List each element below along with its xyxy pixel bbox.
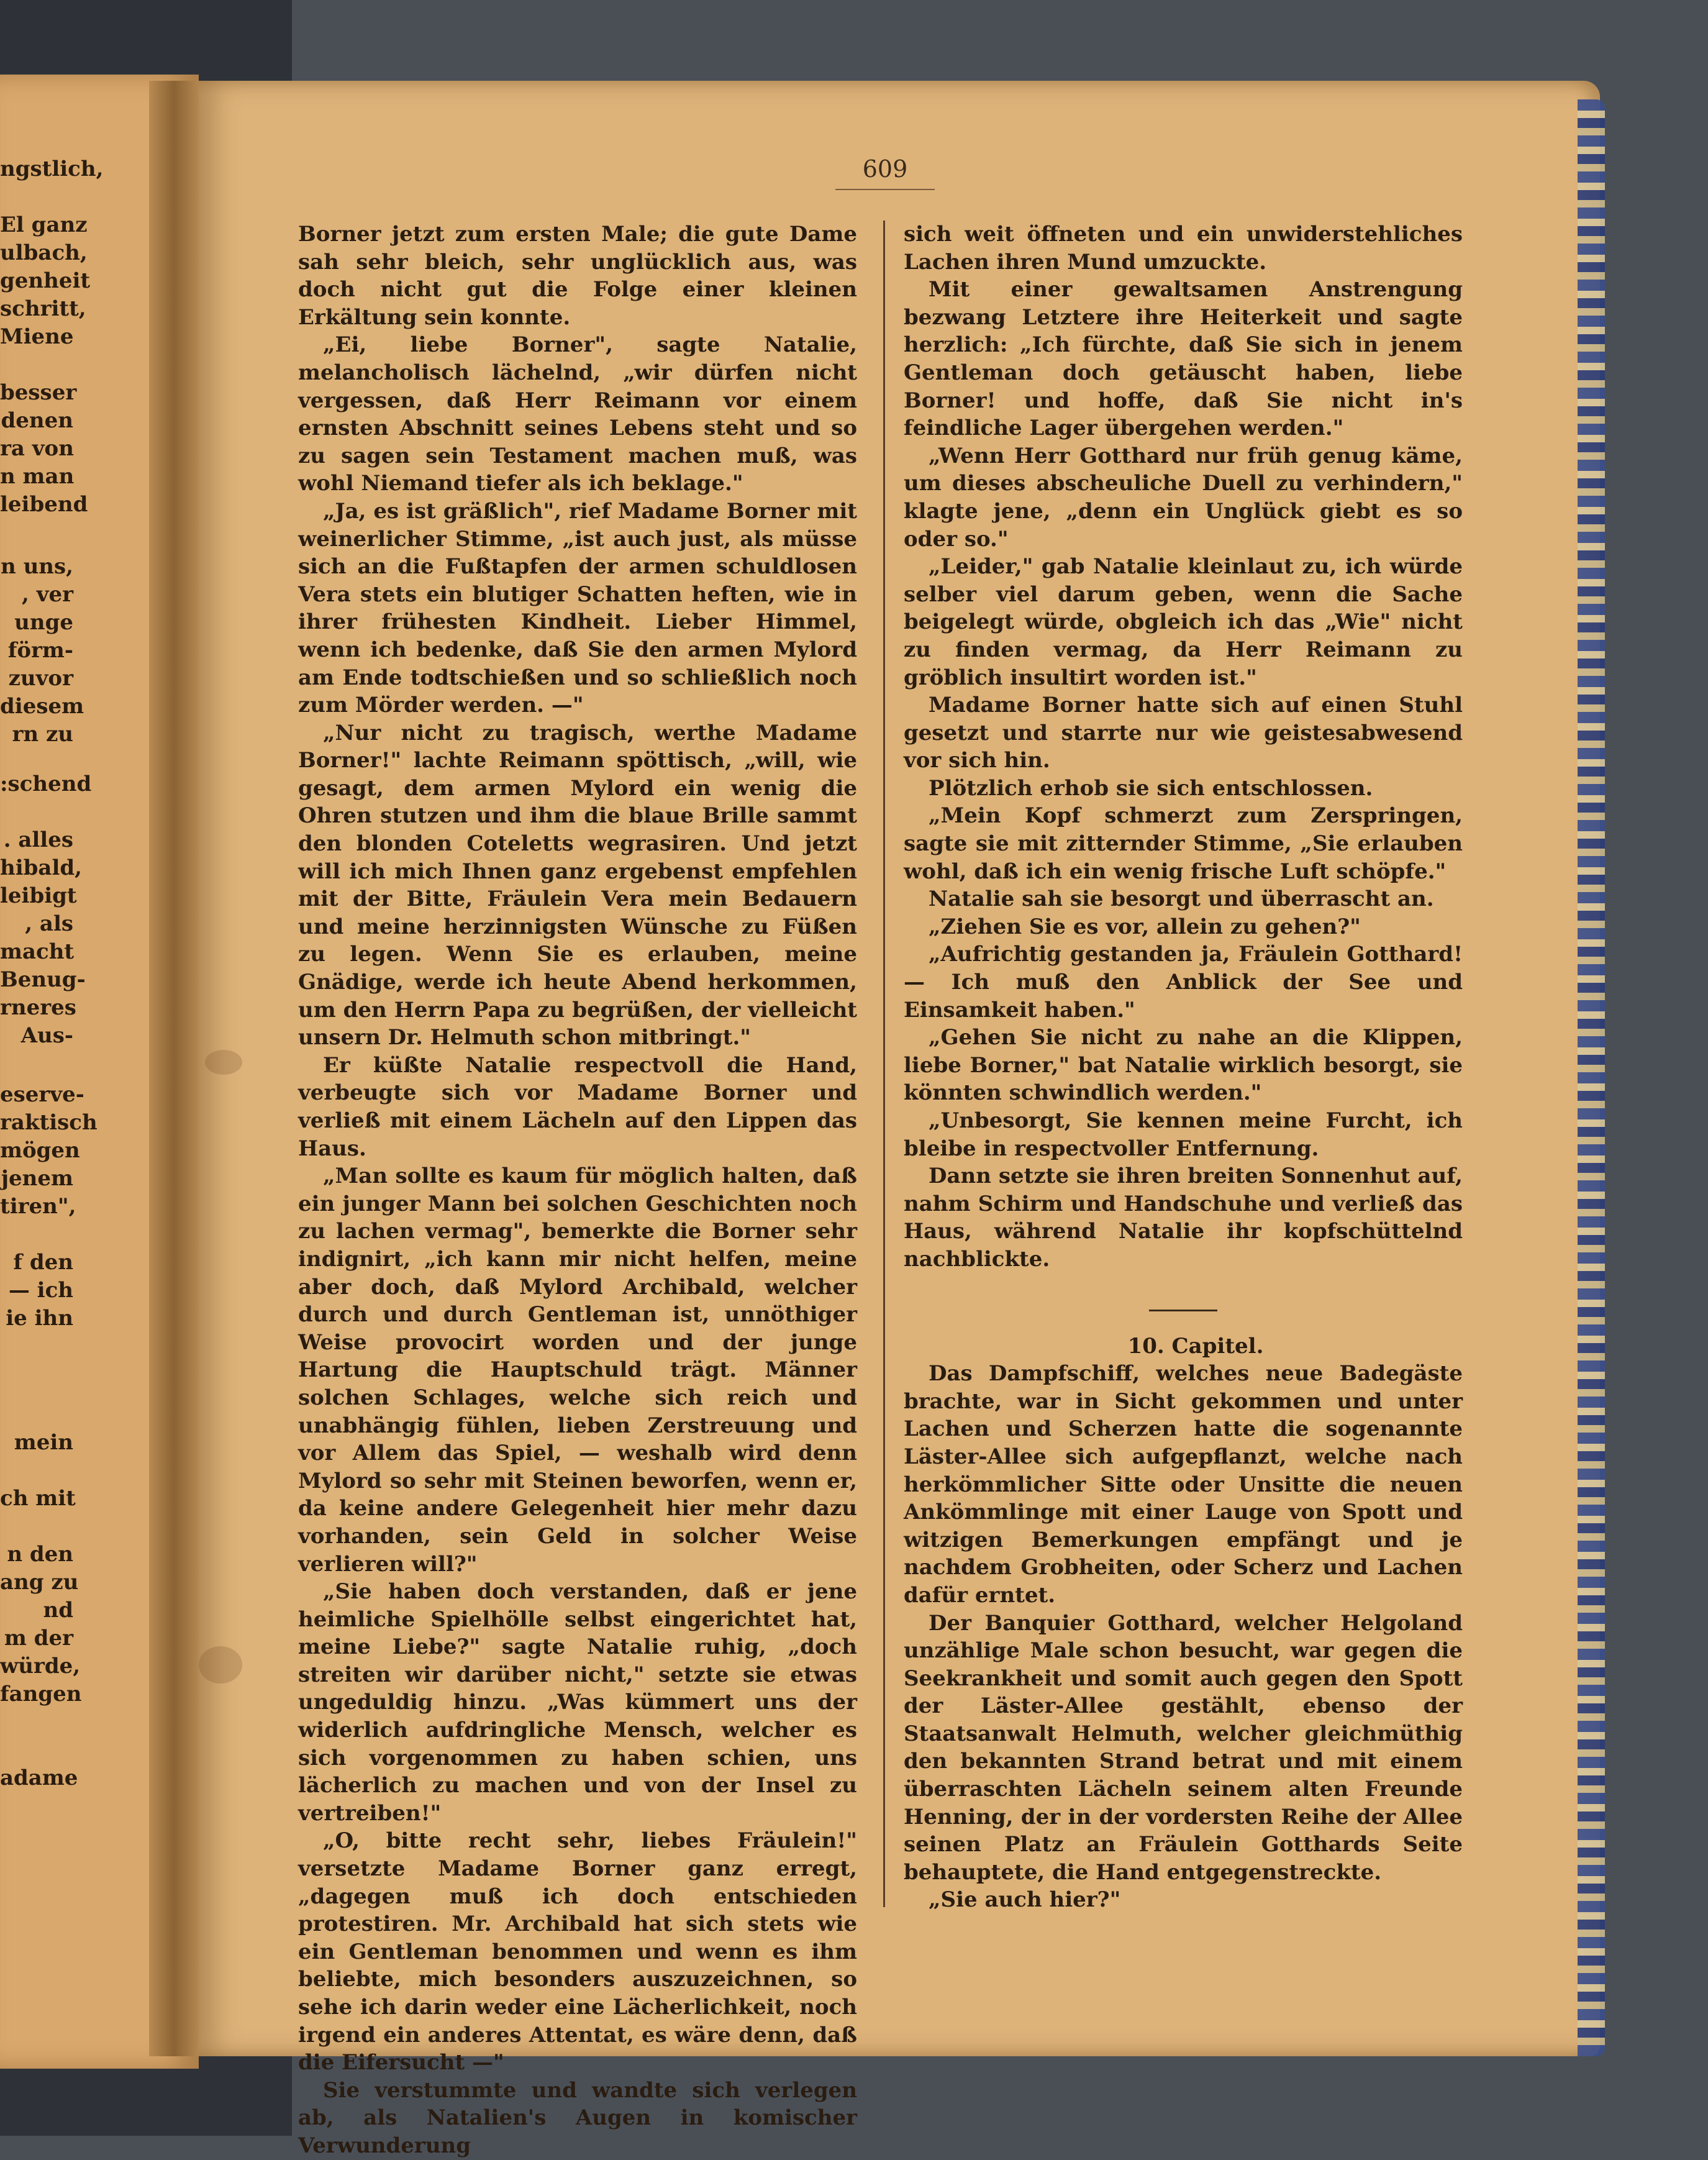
- paragraph: Madame Borner hatte sich auf einen Stuhl gesetzt und starrte nur wie geistesabwesend vor sich hin.: [904, 693, 1463, 773]
- left-page-fragment: eserve-: [0, 1082, 84, 1107]
- left-page-fragment: diesem: [0, 694, 84, 719]
- left-page-fragment: jenem: [1, 1166, 73, 1191]
- left-page-fragment: mein: [14, 1430, 73, 1455]
- left-page-fragment: n man: [0, 464, 75, 489]
- paragraph: Das Dampfschiff, welches neue Badegäste brachte, war in Sicht gekommen und unter Lachen und Scherzen hatte die sogenannte Läster-Allee sich aufgepflanzt, welche nach herkömmlicher Sitte oder Unsitte die neuen Ankömmlinge mit einer Lauge von Spott und witzigen Bemerkungen empfängt und je nachdem Grobheiten, oder Scherz und Lachen dafür erntet.: [904, 1361, 1463, 1608]
- left-page-fragment: besser: [0, 380, 77, 405]
- left-page-fragment: — ich: [8, 1278, 73, 1303]
- left-page-fragment: würde,: [0, 1654, 81, 1679]
- left-page-fragment: ulbach,: [0, 240, 88, 265]
- left-text-column: [298, 221, 857, 2160]
- paragraph: „Nur nicht zu tragisch, werthe Madame Borner!" lachte Reimann spöttisch, „will, wie gesagt, dem armen Mylord ein wenig die Ohren stutzen und ihm die blaue Brille sammt den blonden Coteletts wegrasiren. Und jetzt will ich mich Ihnen ganz ergebenst empfehlen mit der Bitte, Fräulein Vera mein Bedauern und meine herzinnigsten Wünsche zu Füßen zu legen. Wenn Sie es erlauben, meine Gnädige, werde ich heute Abend herkommen, um den Herrn Papa zu begrüßen, der vielleicht unsern Dr. Helmuth schon mitbringt.": [298, 720, 857, 1050]
- left-page-fragment: n den: [7, 1542, 73, 1567]
- right-text-column: [904, 221, 1463, 1914]
- paragraph: „Ziehen Sie es vor, allein zu gehen?": [929, 914, 1361, 939]
- left-page-fragment: fangen: [0, 1682, 82, 1707]
- left-page-fragment: , als: [25, 911, 73, 936]
- column-divider: [883, 221, 885, 1907]
- left-page-fragment: nd: [43, 1598, 73, 1623]
- paragraph: Er küßte Natalie respectvoll die Hand, verbeugte sich vor Madame Borner und verließ mit einem Lächeln auf den Lippen das Haus.: [298, 1052, 857, 1161]
- left-page-fragment: hibald,: [0, 855, 82, 880]
- left-page-fragment: zuvor: [8, 666, 73, 691]
- paragraph: Sie verstummte und wandte sich verlegen ab, als Natalien's Augen in komischer Verwunderung: [298, 2077, 857, 2158]
- left-page-fragment: f den: [13, 1250, 73, 1275]
- paragraph: „Ja, es ist gräßlich", rief Madame Borner mit weinerlicher Stimme, „ist auch just, als müsse sich an die Fußtapfen der armen schuldlosen Vera stets ein blutiger Schatten heften, wie in ihrer frühesten Kindheit. Lieber Himmel, wenn ich bedenke, daß Sie den armen Mylord am Ende todtschießen und so schließlich noch zum Mörder werden. —": [298, 498, 857, 718]
- paragraph: Der Banquier Gotthard, welcher Helgoland unzählige Male schon besucht, war gegen die Seekrankheit und somit auch gegen den Spott der Läster-Allee gestählt, ebenso der Staatsanwalt Helmuth, welcher gleichmüthig den bekannten Strand betrat und mit einem überraschten Lächeln seinem alten Freunde Henning, der in der vordersten Reihe der Allee seinen Platz an Fräulein Gotthards Seite behauptete, die Hand entgegenstreckte.: [904, 1610, 1463, 1885]
- left-page-fragment: schritt,: [0, 296, 86, 321]
- left-page-fragment: m der: [4, 1626, 73, 1651]
- paragraph: „Ei, liebe Borner", sagte Natalie, melancholisch lächelnd, „wir dürfen nicht vergessen, daß Herr Reimann vor einem ernsten Abschnitt seines Lebens steht und so zu sagen sein Testament machen muß, was wohl Niemand tiefer als ich beklage.": [298, 332, 857, 496]
- left-page-fragment: ra von: [0, 436, 74, 461]
- paragraph: Mit einer gewaltsamen Anstrengung bezwang Letztere ihre Heiterkeit und sagte herzlich: „Ich fürchte, daß Sie sich in jenem Gentleman doch getäuscht haben, liebe Borner! und hoffe, daß Sie nicht in's feindliche Lager übergehen werden.": [904, 277, 1463, 441]
- left-page-fragment: :schend: [0, 772, 92, 796]
- left-page-fragment: rneres: [0, 995, 76, 1020]
- paragraph: „Leider," gab Natalie kleinlaut zu, ich würde selber viel darum geben, wenn die Sache beigelegt würde, obgleich ich das „Wie" nicht zu finden vermag, da Herr Reimann zu gröblich insultirt worden ist.": [904, 554, 1463, 690]
- page-edge: [1578, 99, 1605, 2056]
- paragraph: Borner jetzt zum ersten Male; die gute Dame sah sehr bleich, sehr unglücklich aus, was doch nicht gut die Folge einer kleinen Erkältung sein konnte.: [298, 222, 857, 330]
- paragraph: „Sie haben doch verstanden, daß er jene heimliche Spielhölle selbst eingerichtet hat, meine Liebe?" sagte Natalie ruhig, „doch streiten wir darüber nicht," setzte sie etwas ungeduldig hinzu. „Was kümmert uns der widerlich aufdringliche Mensch, welcher es sich vorgenommen zu haben schien, uns lächerlich zu machen und von der Insel zu vertreiben!": [298, 1579, 857, 1826]
- left-page-fragment: leibend: [0, 492, 88, 517]
- paragraph: „Mein Kopf schmerzt zum Zerspringen, sagte sie mit zitternder Stimme, „Sie erlauben wohl, daß ich ein wenig frische Luft schöpfe.": [904, 803, 1463, 884]
- left-page-fragment: macht: [0, 939, 75, 964]
- left-page-fragment: ch mit: [0, 1486, 76, 1511]
- paragraph: Dann setzte sie ihren breiten Sonnenhut auf, nahm Schirm und Handschuhe und verließ das Haus, während Natalie ihr kopfschüttelnd nachblickte.: [904, 1164, 1463, 1272]
- left-page-fragment: El ganz: [0, 212, 88, 237]
- left-page-fragment: adame: [0, 1766, 78, 1790]
- left-page-fragment: Aus-: [20, 1023, 73, 1048]
- left-page-fragment: rn zu: [12, 722, 73, 747]
- left-page-fragment: leibigt: [0, 883, 77, 908]
- header-rule: [835, 189, 935, 190]
- chapter-title: 10. Capitel.: [1127, 1333, 1264, 1359]
- left-page-fragment: tiren",: [0, 1194, 76, 1219]
- paragraph: „Unbesorgt, Sie kennen meine Furcht, ich bleibe in respectvoller Entfernung.: [904, 1108, 1463, 1161]
- left-page-fragment: förm-: [7, 638, 73, 663]
- section-rule: [1149, 1310, 1217, 1311]
- paper-stain: [205, 1050, 242, 1075]
- left-page-fragment: , ver: [22, 582, 73, 607]
- left-page-fragment: genheit: [0, 268, 91, 293]
- paragraph: „Sie auch hier?": [929, 1887, 1121, 1913]
- paragraph: Natalie sah sie besorgt und überrascht an.: [929, 886, 1434, 912]
- page-number: 609: [862, 155, 908, 183]
- left-page-fragment: ngstlich,: [0, 157, 104, 181]
- left-page-fragment: ie ihn: [6, 1306, 73, 1331]
- paragraph: „Man sollte es kaum für möglich halten, daß ein junger Mann bei solchen Geschichten noch zu lachen vermag", bemerkte die Borner sehr indignirt, „ich kann mir nicht helfen, meine aber doch, daß Mylord Archibald, welcher durch und durch Gentleman ist, unnöthiger Weise provocirt worden und der junge Hartung die Hauptschuld trägt. Männer solchen Schlages, welche sich reich und unabhängig fühlen, lieben Zerstreuung und vor Allem das Spiel, — weshalb wird denn Mylord so sehr mit Steinen beworfen, wenn er, da keine andere Gelegenheit hier mehr dazu vorhanden, sein Geld in solcher Weise verlieren will?": [298, 1164, 857, 1577]
- left-page-fragment: raktisch: [0, 1110, 98, 1135]
- left-page-fragment: ang zu: [0, 1570, 79, 1595]
- paragraph: „Aufrichtig gestanden ja, Fräulein Gotthard! — Ich muß den Anblick der See und Einsamkeit haben.": [904, 942, 1463, 1023]
- paragraph: sich weit öffneten und ein unwiderstehliches Lachen ihren Mund umzuckte.: [904, 222, 1463, 275]
- paragraph: Plötzlich erhob sie sich entschlossen.: [929, 775, 1373, 801]
- paragraph: „Gehen Sie nicht zu nahe an die Klippen, liebe Borner," bat Natalie wirklich besorgt, sie könnten schwindlich werden.": [904, 1025, 1463, 1106]
- left-page-fragment: denen: [1, 408, 73, 433]
- paragraph: „O, bitte recht sehr, liebes Fräulein!" versetzte Madame Borner ganz erregt, „dagegen muß ich doch entschieden protestiren. Mr. Archibald hat sich stets wie ein Gentleman benommen und wenn es ihm beliebte, mich besonders auszuzeichnen, so sehe ich darin weder eine Lächerlichkeit, noch irgend ein anderes Attentat, es wäre denn, daß die Eifersucht —": [298, 1828, 857, 2076]
- left-page-fragment: Benug-: [0, 967, 86, 992]
- left-page-fragment: Miene: [0, 324, 74, 349]
- paper-stain: [199, 1646, 242, 1684]
- paragraph: „Wenn Herr Gotthard nur früh genug käme, um dieses abscheuliche Duell zu verhindern," klagte jene, „denn ein Unglück giebt es so oder so.": [904, 443, 1463, 552]
- left-page-fragment: n uns,: [1, 554, 73, 579]
- left-page-fragment: mögen: [0, 1138, 80, 1163]
- left-page-fragment: unge: [14, 610, 73, 635]
- left-page-fragment: . alles: [3, 827, 73, 852]
